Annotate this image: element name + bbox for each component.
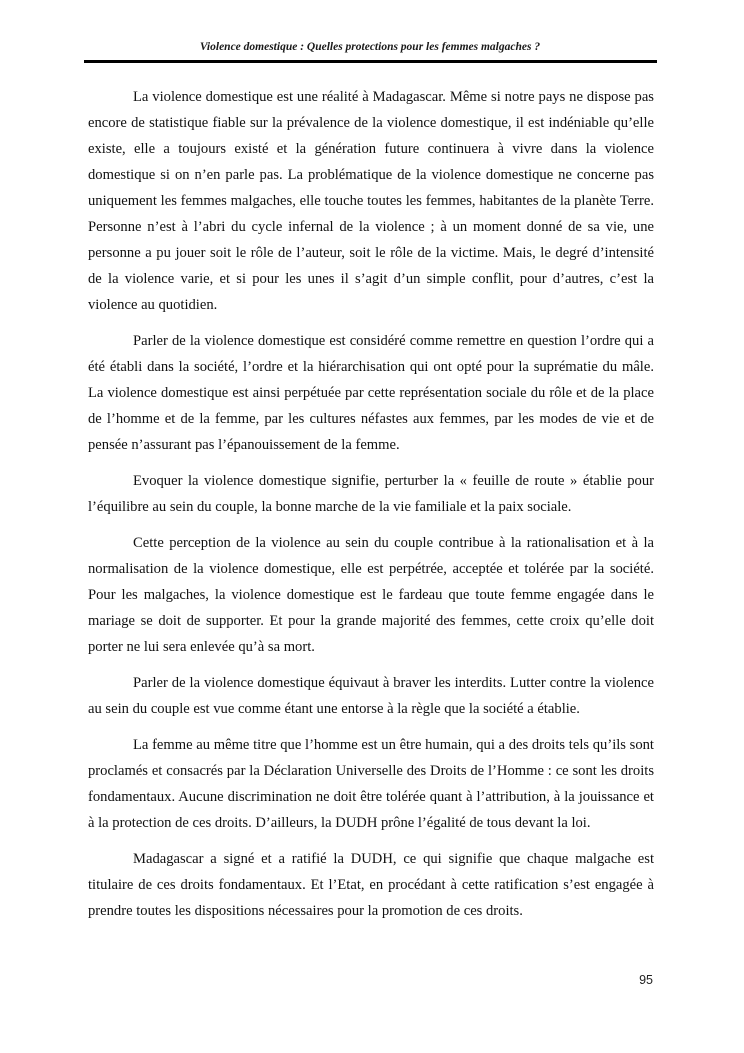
header-rule	[84, 60, 657, 63]
body-text	[88, 84, 654, 934]
running-header: Violence domestique : Quelles protections pour les femmes malgaches ?	[199, 41, 541, 53]
paragraph: La femme au même titre que l’homme est un être humain, qui a des droits tels qu’ils sont proclamés et consacrés par la Déclaration Universelle des Droits de l’Homme : ce sont les droits fondamentaux. Aucune discrimination ne doit être tolérée quant à l’attribution, à la jouissance et à la protection de ces droits. D’ailleurs, la DUDH prône l’égalité de tous devant la loi.	[88, 737, 654, 831]
paragraph: Madagascar a signé et a ratifié la DUDH, ce qui signifie que chaque malgache est titulaire de ces droits fondamentaux. Et l’Etat, en procédant à cette ratification s’est engagée à prendre toutes les dispositions nécessaires pour la promotion de ces droits.	[88, 851, 654, 919]
paragraph: Parler de la violence domestique équivaut à braver les interdits. Lutter contre la violence au sein du couple est vue comme étant une entorse à la règle que la société a établie.	[88, 675, 654, 717]
paragraph: Cette perception de la violence au sein du couple contribue à la rationalisation et à la normalisation de la violence domestique, elle est perpétrée, acceptée et tolérée par la société. Pour les malgaches, la violence domestique est le fardeau que toute femme engagée dans le mariage se doit de supporter. Et pour la grande majorité des femmes, cette croix qu’elle doit porter ne lui sera enlevée qu’à sa mort.	[88, 535, 654, 655]
paragraph: Evoquer la violence domestique signifie, perturber la « feuille de route » établie pour l’équilibre au sein du couple, la bonne marche de la vie familiale et la paix sociale.	[88, 473, 654, 515]
paragraph: La violence domestique est une réalité à Madagascar. Même si notre pays ne dispose pas encore de statistique fiable sur la prévalence de la violence domestique, il est indéniable qu’elle existe, elle a toujours existé et la génération future continuera à vivre dans la violence domestique si on n’en parle pas. La problématique de la violence domestique ne concerne pas uniquement les femmes malgaches, elle touche toutes les femmes, habitantes de la planète Terre. Personne n’est à l’abri du cycle infernal de la violence ; à un moment donné de sa vie, une personne a pu jouer soit le rôle de l’auteur, soit le rôle de la victime. Mais, le degré d’intensité de la violence varie, et si pour les unes il s’agit d’un simple conflit, pour d’autres, c’est la violence au quotidien.	[88, 89, 654, 313]
paragraph: Parler de la violence domestique est considéré comme remettre en question l’ordre qui a été établi dans la société, l’ordre et la hiérarchisation qui ont opté pour la suprématie du mâle. La violence domestique est ainsi perpétuée par cette représentation sociale du rôle et de la place de l’homme et de la femme, par les cultures néfastes aux femmes, par les modes de vie et de pensée n’assurant pas l’épanouissement de la femme.	[88, 333, 654, 453]
page-number: 95	[639, 973, 653, 987]
